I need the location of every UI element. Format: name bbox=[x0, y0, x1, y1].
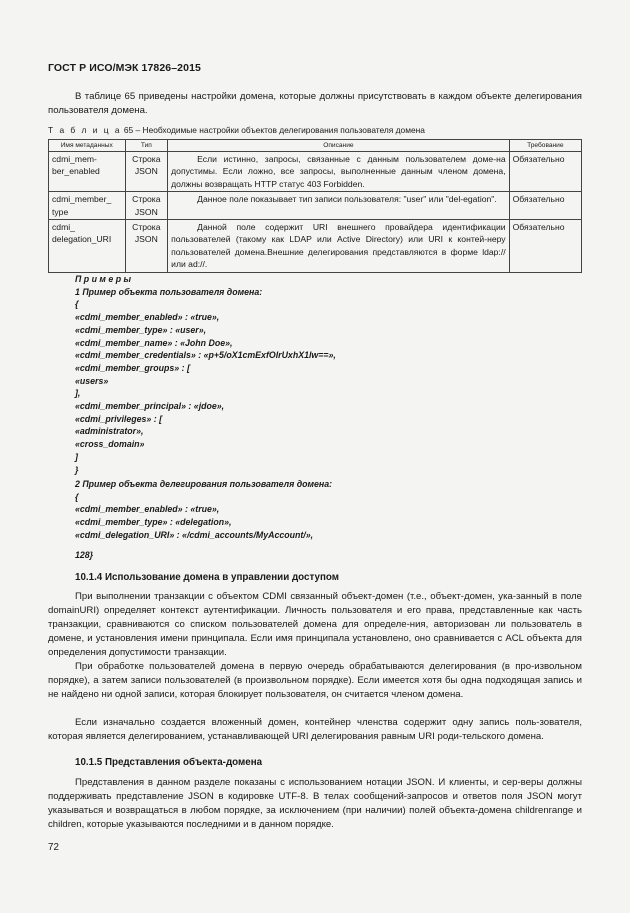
example-line: ] bbox=[75, 451, 78, 462]
example-line: «administrator», bbox=[75, 426, 144, 437]
header-description: Описание bbox=[168, 140, 509, 152]
page-number: 72 bbox=[48, 842, 59, 853]
example-line: «cdmi_delegation_URI» : «/cdmi_accounts/MyAccount/», bbox=[75, 529, 314, 540]
section-title-1014: 10.1.4 Использование домена в управлении доступом bbox=[75, 572, 339, 583]
table-caption-text: 65 – Необходимые настройки объектов делегирования пользователя домена bbox=[123, 125, 425, 135]
table-caption bbox=[48, 125, 425, 135]
example-line: «cdmi_member_type» : «delegation», bbox=[75, 517, 232, 528]
example-line: «cross_domain» bbox=[75, 439, 145, 450]
table-caption-prefix: Т а б л и ц а bbox=[48, 125, 122, 135]
example-line: «cdmi_member_type» : «user», bbox=[75, 324, 207, 335]
example-block-3 bbox=[75, 549, 93, 562]
settings-table bbox=[48, 139, 582, 273]
example-line: «cdmi_member_name» : «John Doe», bbox=[75, 337, 233, 348]
table-row bbox=[49, 192, 582, 220]
example-line: 128} bbox=[75, 550, 94, 560]
description-text: Данной поле содержит URI внешнего провайдера идентификации пользователей (такому как LDAP или Active Directory) или URI к контей-неру пользователей домена.Внешние делегирования представляются в форме ldap:// или ad://. bbox=[171, 222, 506, 270]
cell-type: Строка JSON bbox=[125, 152, 168, 192]
table-header-row bbox=[49, 140, 582, 152]
example-line: «cdmi_privileges» : [ bbox=[75, 413, 163, 424]
description-text: Данное поле показывает тип записи пользователя: "user" или "del-egation". bbox=[197, 194, 497, 205]
document-header: ГОСТ Р ИСО/МЭК 17826–2015 bbox=[48, 62, 201, 74]
example-line: ], bbox=[75, 388, 81, 399]
cell-description bbox=[168, 192, 509, 220]
section-title-1015: 10.1.5 Представления объекта-домена bbox=[75, 757, 263, 768]
cell-name: cdmi_mem-ber_enabled bbox=[49, 152, 126, 192]
example-line: «cdmi_member_enabled» : «true», bbox=[75, 504, 220, 515]
example-block-2 bbox=[75, 478, 332, 542]
intro-paragraph: В таблице 65 приведены настройки домена, которые должны присутствовать в каждом объекте делегирования пользователя домена. bbox=[48, 91, 582, 116]
header-type: Тип bbox=[125, 140, 168, 152]
cell-type: Строка JSON bbox=[125, 220, 168, 273]
description-text: Если истинно, запросы, связанные с данным пользователем доме-на допустимы. Если ложно, все запросы, выполненные данным членом домена, должны возвращать HTTP статус 403 Forbidden. bbox=[171, 154, 506, 189]
cell-requirement: Обязательно bbox=[509, 220, 581, 273]
example-line: «cdmi_member_principal» : «jdoe», bbox=[75, 401, 225, 412]
cell-description bbox=[168, 152, 509, 192]
cell-description bbox=[168, 220, 509, 273]
header-requirement: Требование bbox=[509, 140, 581, 152]
example-line: { bbox=[75, 491, 79, 502]
section-1015-paragraph-1: Представления в данном разделе показаны с использованием нотации JSON. И клиенты, и сер-веры должны поддерживать представление JSON в кодировке UTF-8. В телах сообщений-запросов и ответов поля JSON могут указываться и возвращаться в любом порядке, за исключением (при наличии) полей объекта-домена childrenrange и children, которые указываются последними и в данном порядке. bbox=[48, 777, 582, 830]
table-row bbox=[49, 152, 582, 192]
example-line: «cdmi_member_groups» : [ bbox=[75, 362, 190, 373]
example-line: «cdmi_member_credentials» : «p+5/oX1cmExfOlrUxhX1lw==», bbox=[75, 350, 336, 361]
cell-type: Строка JSON bbox=[125, 192, 168, 220]
example-block-1 bbox=[75, 273, 336, 476]
section-1014-paragraph-2: При обработке пользователей домена в первую очередь обрабатываются делегирования (в про-извольном порядке), а затем записи пользователей (в произвольном порядке). Если имеется хотя бы одна подходящая запись и не найдено ни одной записи, которая блокирует пользователя, он считается членом домена. bbox=[48, 661, 582, 700]
header-name: Имя метаданных bbox=[49, 140, 126, 152]
examples-heading: П р и м е р ы bbox=[75, 274, 132, 284]
example-line: «cdmi_member_enabled» : «true», bbox=[75, 312, 220, 323]
example-line: 2 Пример объекта делегирования пользователя домена: bbox=[75, 479, 333, 489]
cell-name: cdmi_member_ type bbox=[49, 192, 126, 220]
cell-requirement: Обязательно bbox=[509, 192, 581, 220]
example-line: { bbox=[75, 299, 79, 310]
cell-name: cdmi_ delegation_URI bbox=[49, 220, 126, 273]
example-line: 1 Пример объекта пользователя домена: bbox=[75, 286, 263, 297]
cell-requirement: Обязательно bbox=[509, 152, 581, 192]
section-1014-paragraph-1: При выполнении транзакции с объектом CDMI связанный объект-домен (т.е., объект-домен, ука-занный в поле domainURI) определяет контекст аутентификации. Личность пользователя и его права, представленные как часть транзакции, сравниваются со списком пользователей домена для определе-ния, авторизован ли пользователь в домене, и установления имени принципала. Если имя принципала установлено, оно сравнивается с ACL объекта для определения допустимости транзакции. bbox=[48, 591, 582, 658]
table-row bbox=[49, 220, 582, 273]
section-1014-paragraph-3: Если изначально создается вложенный домен, контейнер членства содержит одну запись поль-зователя, которая является делегированием, устанавливающей URI делегирования равным URI роди-тельского домена. bbox=[48, 717, 582, 742]
example-line: } bbox=[75, 464, 79, 475]
example-line: «users» bbox=[75, 375, 109, 386]
